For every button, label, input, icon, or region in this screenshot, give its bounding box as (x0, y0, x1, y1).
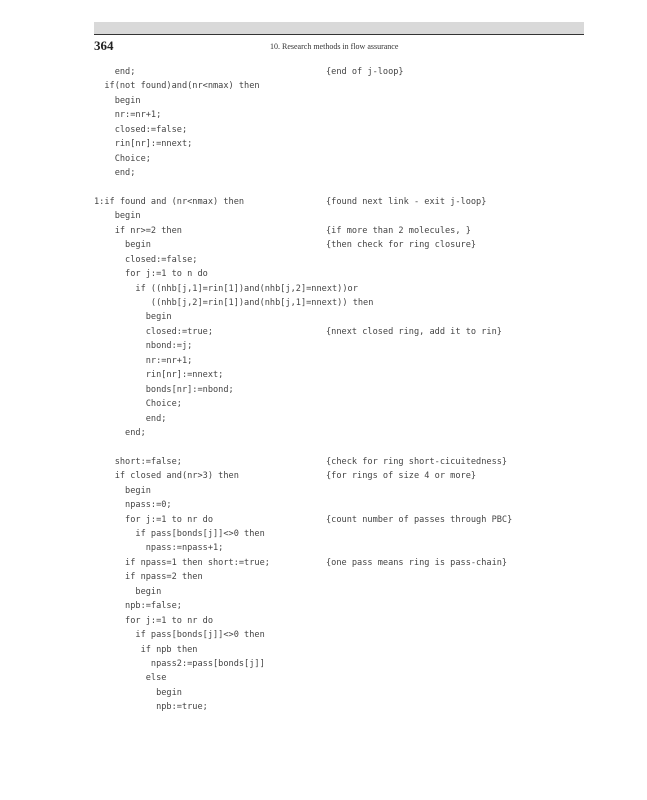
code-line (94, 253, 594, 267)
code-line (94, 325, 594, 339)
code-line (94, 498, 594, 512)
header-band (94, 22, 584, 34)
code-text: npb:=false; (94, 601, 182, 612)
code-line (94, 513, 594, 527)
code-line (94, 412, 594, 426)
code-line (94, 585, 594, 599)
code-line (94, 296, 594, 310)
code-text: rin[nr]:=nnext; (94, 139, 193, 150)
code-line (94, 282, 594, 296)
code-text: if npass=1 then short:=true; (94, 557, 270, 568)
code-text: end; (94, 427, 146, 438)
code-text: closed:=false; (94, 124, 188, 135)
code-comment: {one pass means ring is pass-chain} (326, 557, 508, 568)
code-text: npb:=true; (94, 702, 208, 713)
code-line (94, 541, 594, 555)
code-line (94, 339, 594, 353)
code-line (94, 383, 594, 397)
code-line (94, 527, 594, 541)
code-text: end; (94, 413, 167, 424)
code-line (94, 469, 594, 483)
code-line (94, 686, 594, 700)
code-text: begin (94, 312, 172, 323)
code-line (94, 209, 594, 223)
code-line (94, 195, 594, 209)
code-text: nbond:=j; (94, 341, 193, 352)
code-text: begin (94, 95, 141, 106)
code-text: 1:if found and (nr<nmax) then (94, 196, 245, 207)
code-text: npass:=0; (94, 500, 172, 511)
code-text: if pass[bonds[j]]<>0 then (94, 630, 265, 641)
code-line (94, 310, 594, 324)
code-line (94, 152, 594, 166)
code-text: else (94, 673, 167, 684)
code-text: for j:=1 to n do (94, 269, 208, 280)
code-text: bonds[nr]:=nbond; (94, 384, 234, 395)
code-line (94, 628, 594, 642)
code-line (94, 238, 594, 252)
code-text: nr:=nr+1; (94, 355, 193, 366)
code-text: if closed and(nr>3) then (94, 471, 239, 482)
code-text: ((nhb[j,2]=rin[1])and(nhb[j,1]=nnext)) then (94, 298, 374, 308)
code-line (94, 671, 594, 685)
code-line (94, 65, 594, 79)
code-text: Choice; (94, 399, 182, 410)
code-listing (94, 65, 594, 715)
code-text: closed:=false; (94, 254, 198, 265)
code-line (94, 166, 594, 180)
code-line (94, 397, 594, 411)
code-line (94, 556, 594, 570)
page-number: 364 (94, 38, 114, 53)
code-comment: {found next link - exit j-loop} (326, 196, 487, 207)
code-comment: {for rings of size 4 or more} (326, 471, 477, 482)
code-line (94, 570, 594, 584)
code-line (94, 181, 594, 195)
code-line (94, 137, 594, 151)
code-line (94, 657, 594, 671)
code-line (94, 700, 594, 714)
code-comment: {then check for ring closure} (326, 240, 477, 251)
code-text: nr:=nr+1; (94, 110, 162, 121)
code-text: rin[nr]:=nnext; (94, 370, 224, 381)
code-comment: {count number of passes through PBC} (326, 514, 513, 525)
code-text: npass2:=pass[bonds[j]] (94, 658, 265, 669)
code-line (94, 79, 594, 93)
code-text: if pass[bonds[j]]<>0 then (94, 529, 265, 539)
code-line (94, 599, 594, 613)
code-line (94, 643, 594, 657)
code-comment: {end of j-loop} (326, 67, 404, 77)
code-text: if(not found)and(nr<nmax) then (94, 81, 260, 92)
header-rule (94, 34, 584, 35)
code-text: for j:=1 to nr do (94, 514, 213, 525)
code-line (94, 614, 594, 628)
code-comment: {if more than 2 molecules, } (326, 225, 471, 236)
code-comment: {check for ring short-cicuitedness} (326, 456, 508, 467)
code-line (94, 455, 594, 469)
code-text: Choice; (94, 153, 151, 164)
running-head: 10. Research methods in flow assurance (270, 42, 399, 51)
code-line (94, 94, 594, 108)
code-text: closed:=true; (94, 326, 213, 337)
code-line (94, 267, 594, 281)
code-text: if ((nhb[j,1]=rin[1])and(nhb[j,2]=nnext))or (94, 283, 358, 294)
code-line (94, 224, 594, 238)
code-text: if npb then (94, 644, 198, 655)
code-line (94, 426, 594, 440)
code-text: begin (94, 586, 162, 597)
code-text: short:=false; (94, 456, 182, 467)
code-text: begin (94, 211, 141, 222)
code-line (94, 484, 594, 498)
code-comment: {nnext closed ring, add it to rin} (326, 326, 502, 337)
code-line (94, 123, 594, 137)
code-text: npass:=npass+1; (94, 543, 224, 554)
code-line (94, 368, 594, 382)
code-text: begin (94, 485, 151, 496)
code-text: if nr>=2 then (94, 225, 182, 236)
code-text: begin (94, 687, 182, 698)
code-line (94, 440, 594, 454)
code-text: end; (94, 168, 136, 179)
code-text: end; (94, 67, 136, 77)
code-line (94, 108, 594, 122)
code-text: if npass=2 then (94, 572, 203, 583)
code-text: for j:=1 to nr do (94, 615, 213, 626)
code-text: begin (94, 240, 151, 251)
code-line (94, 354, 594, 368)
